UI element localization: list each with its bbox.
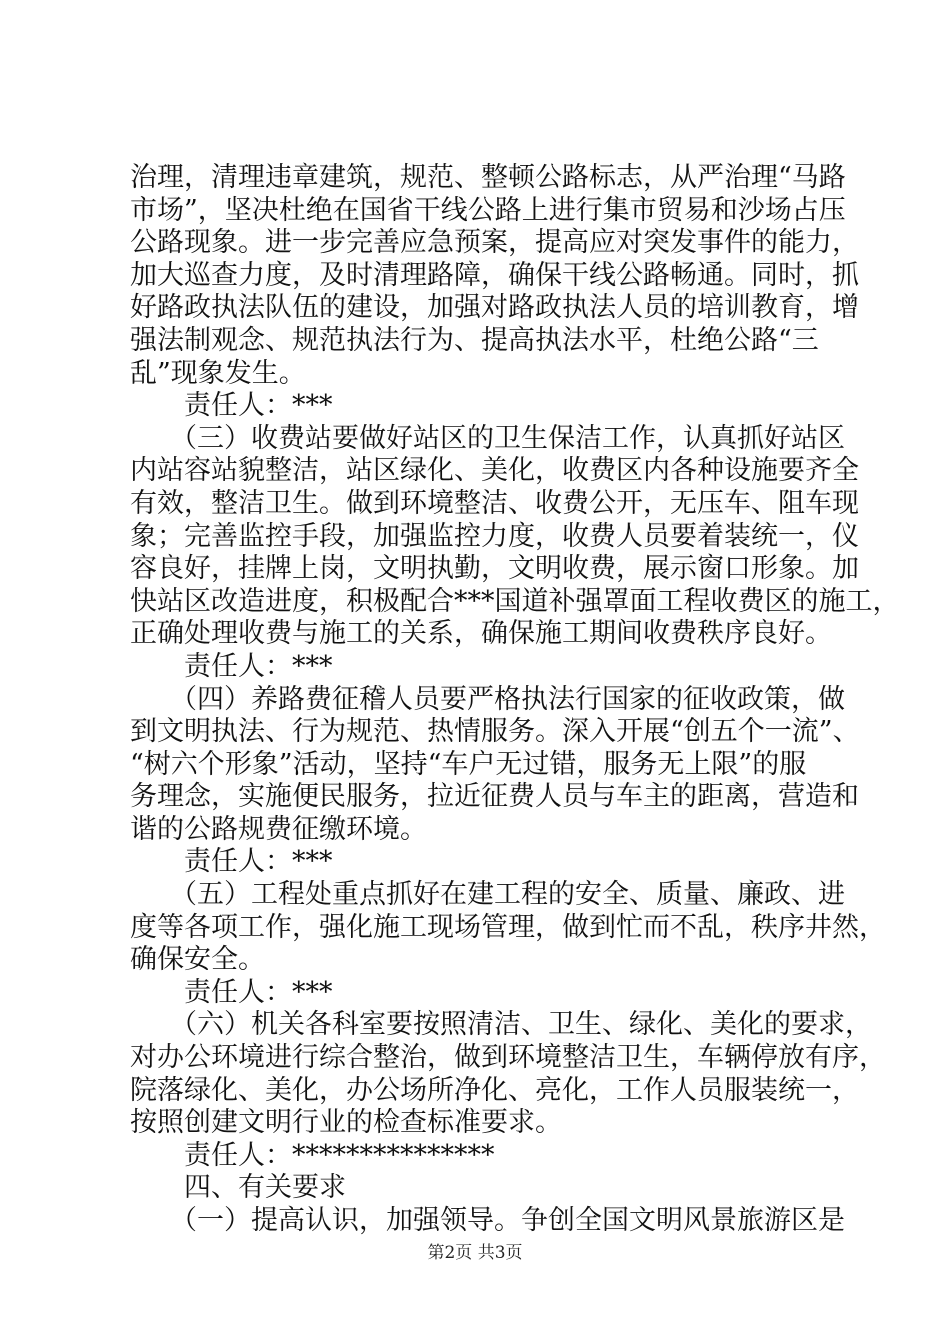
- paragraph-start-line: （三）收费站要做好站区的卫生保洁工作，认真抓好站区: [170, 422, 845, 454]
- text-line: 内站容站貌整洁，站区绿化、美化，收费区内各种设施要齐全: [130, 455, 859, 487]
- text-line: 确保安全。: [130, 944, 265, 976]
- text-line: 到文明执法、行为规范、热情服务。深入开展“创五个一流”、: [130, 716, 860, 748]
- text-line: 象；完善监控手段，加强监控力度，收费人员要着装统一，仪: [130, 520, 859, 552]
- text-line: 市场”，坚决杜绝在国省干线公路上进行集市贸易和沙场占压: [130, 194, 846, 226]
- text-line: 治理，清理违章建筑，规范、整顿公路标志，从严治理“马路: [130, 162, 846, 193]
- paragraph-start-line: （五）工程处重点抓好在建工程的安全、质量、廉政、进: [170, 879, 845, 911]
- text-line: 加大巡查力度，及时清理路障，确保干线公路畅通。同时，抓: [130, 259, 859, 291]
- responsible-person-line: 责任人：***: [184, 846, 333, 878]
- responsible-person-line: 责任人：***: [184, 650, 333, 682]
- text-line: 按照创建文明行业的检查标准要求。: [130, 1107, 562, 1139]
- text-line: 度等各项工作，强化施工现场管理，做到忙而不乱，秩序井然，: [130, 911, 886, 943]
- responsible-person-line: 责任人：***: [184, 976, 333, 1008]
- text-line: 公路现象。进一步完善应急预案，提高应对突发事件的能力，: [130, 227, 859, 259]
- paragraph-start-line: （一）提高认识，加强领导。争创全国文明风景旅游区是: [170, 1205, 845, 1236]
- text-line: 容良好，挂牌上岗，文明执勤，文明收费，展示窗口形象。加: [130, 553, 859, 585]
- text-line: “树六个形象”活动，坚持“车户无过错，服务无上限”的服: [130, 748, 807, 780]
- document-body: [130, 162, 900, 1238]
- text-line: 谐的公路规费征缴环境。: [130, 813, 427, 845]
- paragraph-start-line: （四）养路费征稽人员要严格执法行国家的征收政策，做: [170, 683, 845, 715]
- page-footer: 第2页 共3页: [427, 1243, 523, 1263]
- text-line: 乱”现象发生。: [130, 357, 306, 389]
- text-line: 务理念，实施便民服务，拉近征费人员与车主的距离，营造和: [130, 781, 859, 813]
- text-line: 好路政执法队伍的建设，加强对路政执法人员的培训教育，增: [130, 292, 859, 324]
- text-line: 正确处理收费与施工的关系，确保施工期间收费秩序良好。: [130, 618, 832, 650]
- paragraph-start-line: （六）机关各科室要按照清洁、卫生、绿化、美化的要求，: [170, 1009, 872, 1041]
- text-line: 强法制观念、规范执法行为、提高执法水平，杜绝公路“三: [130, 324, 819, 356]
- text-line: 有效，整洁卫生。做到环境整洁、收费公开，无压车、阻车现: [130, 487, 859, 519]
- text-line: 对办公环境进行综合整治，做到环境整洁卫生，车辆停放有序，: [130, 1042, 886, 1074]
- responsible-person-line: 责任人：***: [184, 390, 333, 422]
- text-line: 快站区改造进度，积极配合***国道补强罩面工程收费区的施工，: [130, 585, 900, 617]
- text-line: 院落绿化、美化，办公场所净化、亮化，工作人员服装统一，: [130, 1074, 859, 1106]
- section-heading: 四、有关要求: [184, 1172, 346, 1204]
- responsible-person-line: 责任人：***************: [184, 1139, 495, 1171]
